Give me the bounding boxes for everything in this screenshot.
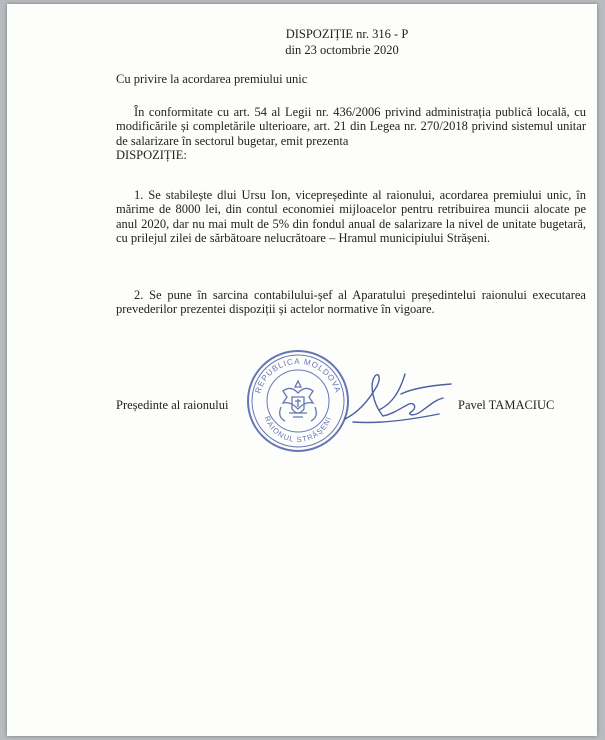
paragraph-preamble <box>116 105 586 162</box>
document-subject: Cu privire la acordarea premiului unic <box>116 72 308 86</box>
document-header <box>7 26 597 58</box>
document-page <box>7 4 597 736</box>
paragraph-text: 2. Se pune în sarcina contabilului-șef al Aparatului președintelui raionului executarea prevederilor prezentei dispoziții și actelor normative în vigoare. <box>116 288 586 317</box>
paragraph-item-2 <box>116 288 586 317</box>
paragraph-text: 1. Se stabilește dlui Ursu Ion, vicepreședinte al raionului, acordarea premiului unic, în mărime de 8000 lei, din contul economiei mijloacelor pentru retribuirea muncii alocate pe anul 2020, dar nu mai mult de 5% din fondul anual de salarizare la nivel de unitate bugetară, cu prilejul zilei de sărbătoare nelucrătoare – Hramul municipiului Strășeni. <box>116 188 586 245</box>
paragraph-emphasis: DISPOZIȚIE: <box>116 147 187 162</box>
seal-outer-text: REPUBLICA MOLDOVA <box>253 356 343 395</box>
official-seal <box>243 347 353 455</box>
signatory-name: Pavel TAMACIUC <box>458 398 555 412</box>
signature-label: Președinte al raionului <box>116 398 229 412</box>
coat-of-arms-icon <box>280 381 317 421</box>
document-title: DISPOZIȚIE nr. 316 - P <box>285 27 409 41</box>
seal-inner-text: RAIONUL STRĂȘENI <box>262 414 334 445</box>
handwritten-signature <box>339 364 459 434</box>
paragraph-item-1 <box>116 188 586 245</box>
paragraph-text: În conformitate cu art. 54 al Legii nr. 436/2006 privind administrația publică locală, cu modificările și completările ulterioare, art. 21 din Legea nr. 270/2018 privind sistemul unitar de salarizare în sectorul bugetar, emit prezenta <box>116 105 586 148</box>
document-date: din 23 octombrie 2020 <box>285 43 399 57</box>
seal-icon <box>243 347 353 455</box>
